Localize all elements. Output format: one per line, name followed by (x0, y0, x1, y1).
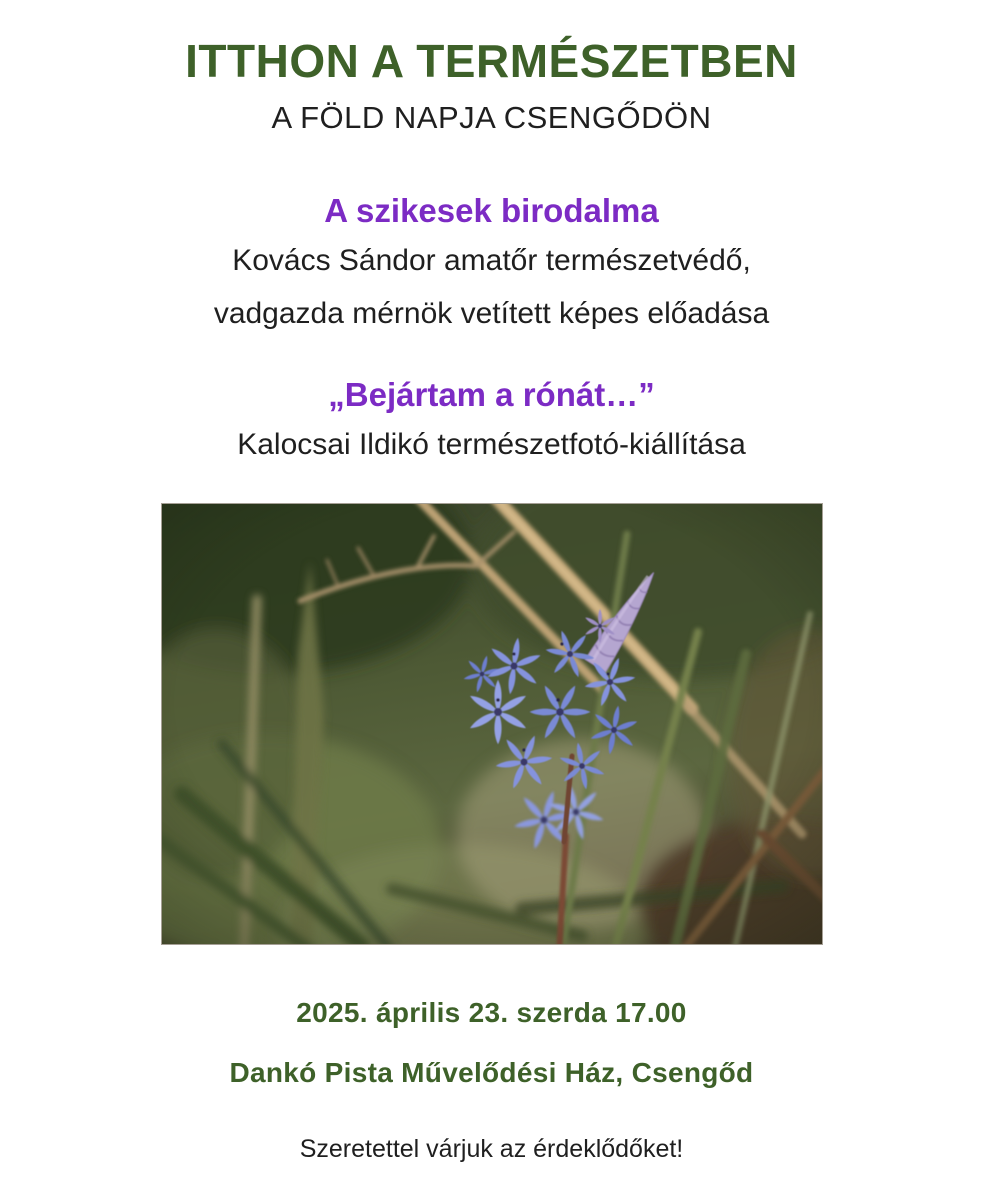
exhibition-description: Kalocsai Ildikó természetfotó-kiállítása (237, 428, 746, 461)
nature-photo (161, 503, 823, 945)
lecture-section (0, 192, 983, 336)
closing-message: Szeretettel várjuk az érdeklődőket! (299, 1135, 684, 1163)
event-venue: Dankó Pista Művelődési Ház, Csengőd (229, 1057, 754, 1088)
poster-title: ITTHON A TERMÉSZETBEN (185, 35, 798, 87)
lecture-presenter: Kovács Sándor amatőr természetvédő, (232, 244, 751, 277)
event-datetime: 2025. április 23. szerda 17.00 (296, 997, 687, 1028)
photo-vignette (162, 504, 822, 944)
exhibition-title: „Bejártam a rónát…” (328, 376, 655, 413)
lecture-description: vadgazda mérnök vetített képes előadása (213, 297, 770, 330)
poster-subtitle: A FÖLD NAPJA CSENGŐDÖN (271, 100, 712, 135)
lecture-title: A szikesek birodalma (324, 192, 659, 229)
nature-photo-illustration (162, 504, 822, 944)
exhibition-section (0, 376, 983, 467)
